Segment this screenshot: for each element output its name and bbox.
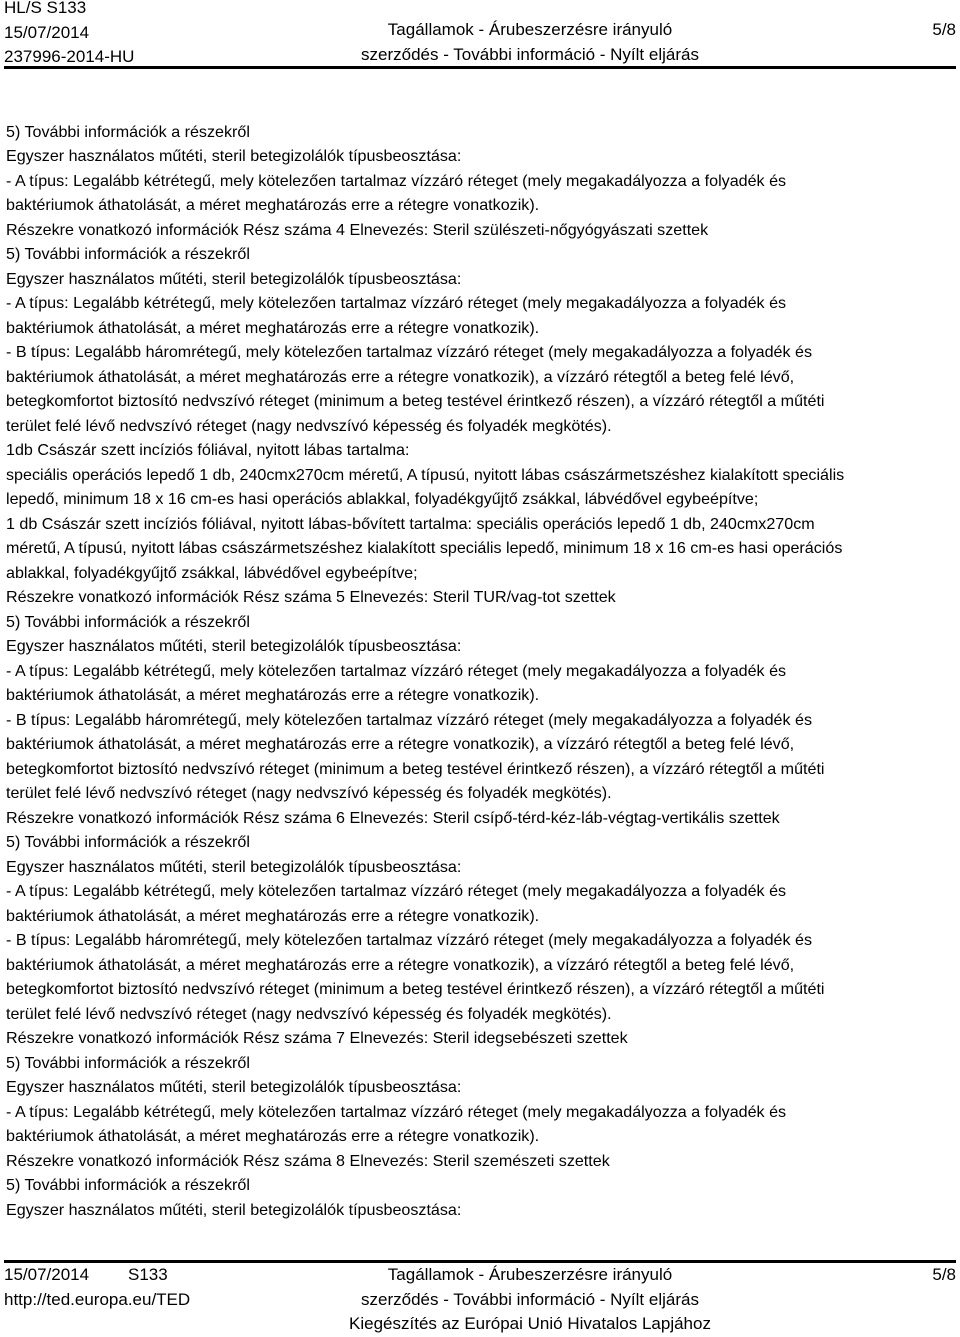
footer-code: S133 <box>128 1265 168 1284</box>
footer-title-line-2: szerződés - További információ - Nyílt eljárás <box>361 1289 699 1309</box>
notice-number: 237996-2014-HU <box>4 47 135 66</box>
body-line: méretű, A típusú, nyitott lábas császármetszéshez kialakított speciális lepedő, minimum 18 x 16 cm-es hasi operációs <box>6 539 843 557</box>
header-title-line-2: szerződés - További információ - Nyílt eljárás <box>361 44 699 64</box>
body-line: 5) További információk a részekről <box>6 245 250 263</box>
body-line: 5) További információk a részekről <box>6 1176 250 1194</box>
footer-url: http://ted.europa.eu/TED <box>4 1289 191 1309</box>
footer-page-number: 5/8 <box>932 1265 956 1284</box>
header-title <box>300 18 760 67</box>
footer-title <box>300 1263 760 1337</box>
body-line: baktériumok áthatolását, a méret meghatározás erre a rétegre vonatkozik). <box>6 196 540 214</box>
footer-date: 15/07/2014 <box>4 1265 90 1284</box>
footer-title-line-3: Kiegészítés az Európai Unió Hivatalos Lapjához <box>349 1314 711 1333</box>
notice-body <box>6 120 956 1223</box>
body-line: Részekre vonatkozó információk Rész száma 5 Elnevezés: Steril TUR/vag-tot szettek <box>6 588 616 606</box>
body-line: - B típus: Legalább háromrétegű, mely kötelezően tartalmaz vízzáró réteget (mely megakadályozza a folyadék és <box>6 931 812 949</box>
body-line: terület felé lévő nedvszívó réteget (nagy nedvszívó képesség és folyadék megkötés). <box>6 416 612 435</box>
body-line: Részekre vonatkozó információk Rész száma 8 Elnevezés: Steril szemészeti szettek <box>6 1151 610 1170</box>
body-line: - A típus: Legalább kétrétegű, mely kötelezően tartalmaz vízzáró réteget (mely megakadályozza a folyadék és <box>6 171 787 190</box>
body-line: - A típus: Legalább kétrétegű, mely kötelezően tartalmaz vízzáró réteget (mely megakadályozza a folyadék és <box>6 882 787 900</box>
body-line: baktériumok áthatolását, a méret meghatározás erre a rétegre vonatkozik), a vízzáró rétegtől a beteg felé lévő, <box>6 955 795 974</box>
body-line: - A típus: Legalább kétrétegű, mely kötelezően tartalmaz vízzáró réteget (mely megakadályozza a folyadék és <box>6 294 787 312</box>
body-line: - B típus: Legalább háromrétegű, mely kötelezően tartalmaz vízzáró réteget (mely megakadályozza a folyadék és <box>6 343 812 361</box>
body-line: terület felé lévő nedvszívó réteget (nagy nedvszívó képesség és folyadék megkötés). <box>6 784 612 802</box>
footer-title-line-1: Tagállamok - Árubeszerzésre irányuló <box>387 1265 673 1284</box>
body-line: betegkomfortot biztosító nedvszívó réteget (minimum a beteg testével érintkező részen), a vízzáró rétegtől a műtéti <box>6 980 825 998</box>
body-line: Egyszer használatos műtéti, steril betegizolálók típusbeosztása: <box>6 857 462 876</box>
body-line: 5) További információk a részekről <box>6 833 250 851</box>
header-title-line-1: Tagállamok - Árubeszerzésre irányuló <box>387 20 673 39</box>
body-line: betegkomfortot biztosító nedvszívó réteget (minimum a beteg testével érintkező részen), a vízzáró rétegtől a műtéti <box>6 392 825 410</box>
header-meta <box>4 0 134 70</box>
header-divider <box>4 66 956 69</box>
body-line: 1 db Császár szett incíziós fóliával, nyitott lábas-bővített tartalma: speciális operációs lepedő 1 db, 240cmx270cm <box>6 514 815 533</box>
body-line: Egyszer használatos műtéti, steril betegizolálók típusbeosztása: <box>6 147 462 165</box>
body-line: Részekre vonatkozó információk Rész száma 7 Elnevezés: Steril idegsebészeti szettek <box>6 1029 628 1047</box>
body-line: baktériumok áthatolását, a méret meghatározás erre a rétegre vonatkozik). <box>6 906 540 925</box>
body-line: Egyszer használatos műtéti, steril betegizolálók típusbeosztása: <box>6 637 462 655</box>
body-line: - B típus: Legalább háromrétegű, mely kötelezően tartalmaz vízzáró réteget (mely megakadályozza a folyadék és <box>6 710 812 729</box>
header-page-number: 5/8 <box>932 20 956 39</box>
body-line: ablakkal, folyadékgyűjtő zsákkal, lábvédővel egybeépítve; <box>6 563 418 582</box>
body-line: Egyszer használatos műtéti, steril betegizolálók típusbeosztása: <box>6 269 462 288</box>
body-line: terület felé lévő nedvszívó réteget (nagy nedvszívó képesség és folyadék megkötés). <box>6 1004 612 1023</box>
body-line: baktériumok áthatolását, a méret meghatározás erre a rétegre vonatkozik). <box>6 686 540 704</box>
body-line: speciális operációs lepedő 1 db, 240cmx270cm méretű, A típusú, nyitott lábas császármetszéshez kialakított speciális <box>6 465 845 484</box>
body-line: baktériumok áthatolását, a méret meghatározás erre a rétegre vonatkozik). <box>6 1127 540 1145</box>
body-line: Egyszer használatos műtéti, steril betegizolálók típusbeosztása: <box>6 1078 462 1096</box>
body-line: baktériumok áthatolását, a méret meghatározás erre a rétegre vonatkozik), a vízzáró rétegtől a beteg felé lévő, <box>6 367 795 386</box>
body-line: - A típus: Legalább kétrétegű, mely kötelezően tartalmaz vízzáró réteget (mely megakadályozza a folyadék és <box>6 1102 787 1121</box>
body-line: - A típus: Legalább kétrétegű, mely kötelezően tartalmaz vízzáró réteget (mely megakadályozza a folyadék és <box>6 661 787 680</box>
body-line: betegkomfortot biztosító nedvszívó réteget (minimum a beteg testével érintkező részen), a vízzáró rétegtől a műtéti <box>6 759 825 778</box>
body-line: baktériumok áthatolását, a méret meghatározás erre a rétegre vonatkozik), a vízzáró rétegtől a beteg felé lévő, <box>6 735 795 753</box>
body-line: Egyszer használatos műtéti, steril betegizolálók típusbeosztása: <box>6 1200 462 1219</box>
body-line: lepedő, minimum 18 x 16 cm-es hasi operációs ablakkal, folyadékgyűjtő zsákkal, lábvédővel egybeépítve; <box>6 490 759 508</box>
publication-date: 15/07/2014 <box>4 22 90 42</box>
body-line: Részekre vonatkozó információk Rész száma 6 Elnevezés: Steril csípő-térd-kéz-láb-végtag-vertikális szettek <box>6 808 780 827</box>
body-line: Részekre vonatkozó információk Rész száma 4 Elnevezés: Steril szülészeti-nőgyógyászati szettek <box>6 220 709 239</box>
body-line: 5) További információk a részekről <box>6 122 250 141</box>
body-line: 5) További információk a részekről <box>6 612 250 631</box>
body-line: 5) További információk a részekről <box>6 1053 250 1072</box>
body-line: baktériumok áthatolását, a méret meghatározás erre a rétegre vonatkozik). <box>6 318 540 337</box>
body-line: 1db Császár szett incíziós fóliával, nyitott lábas tartalma: <box>6 441 410 459</box>
journal-ref: HL/S S133 <box>4 0 87 17</box>
